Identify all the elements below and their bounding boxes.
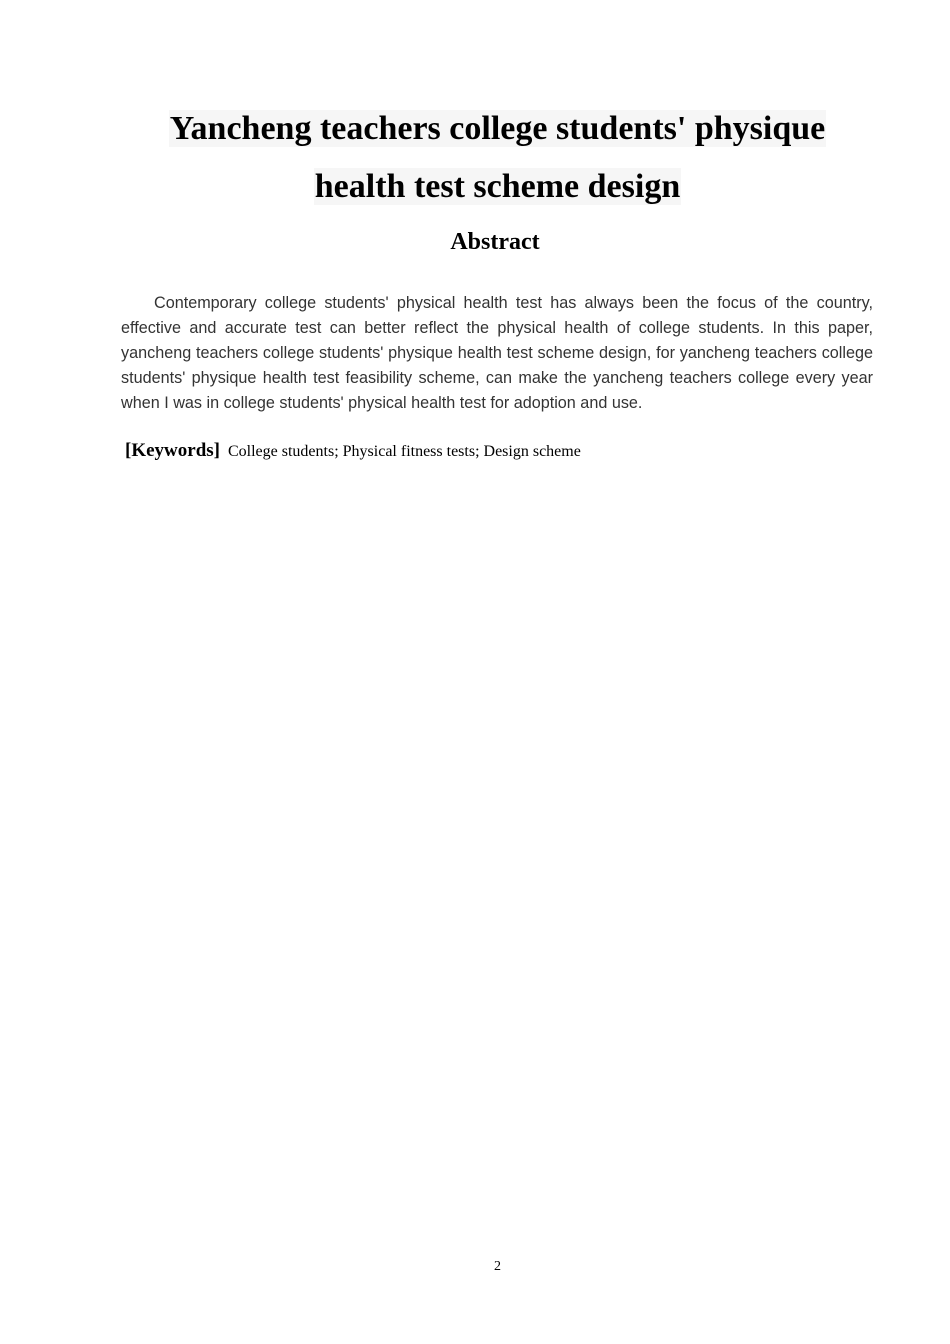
keywords-text: College students; Physical fitness tests; Design scheme xyxy=(227,443,581,460)
paper-title-line-1: Yancheng teachers college students' physique xyxy=(169,110,826,147)
keywords-label: [Keywords] xyxy=(125,440,220,461)
abstract-body: Contemporary college students' physical health test has always been the focus of the country, effective and accurate test can better reflect the physical health of college students. In this paper, yancheng teachers college students' physique health test scheme design, for yancheng teachers college students' physique health test feasibility scheme, can make the yancheng teachers college every year when I was in college students' physical health test for adoption and use. xyxy=(121,294,873,412)
keywords-line xyxy=(125,440,581,462)
paper-title-line-2: health test scheme design xyxy=(314,168,681,205)
abstract-heading: Abstract xyxy=(450,229,540,255)
page-number: 2 xyxy=(494,1259,501,1274)
paper-title xyxy=(100,100,895,216)
